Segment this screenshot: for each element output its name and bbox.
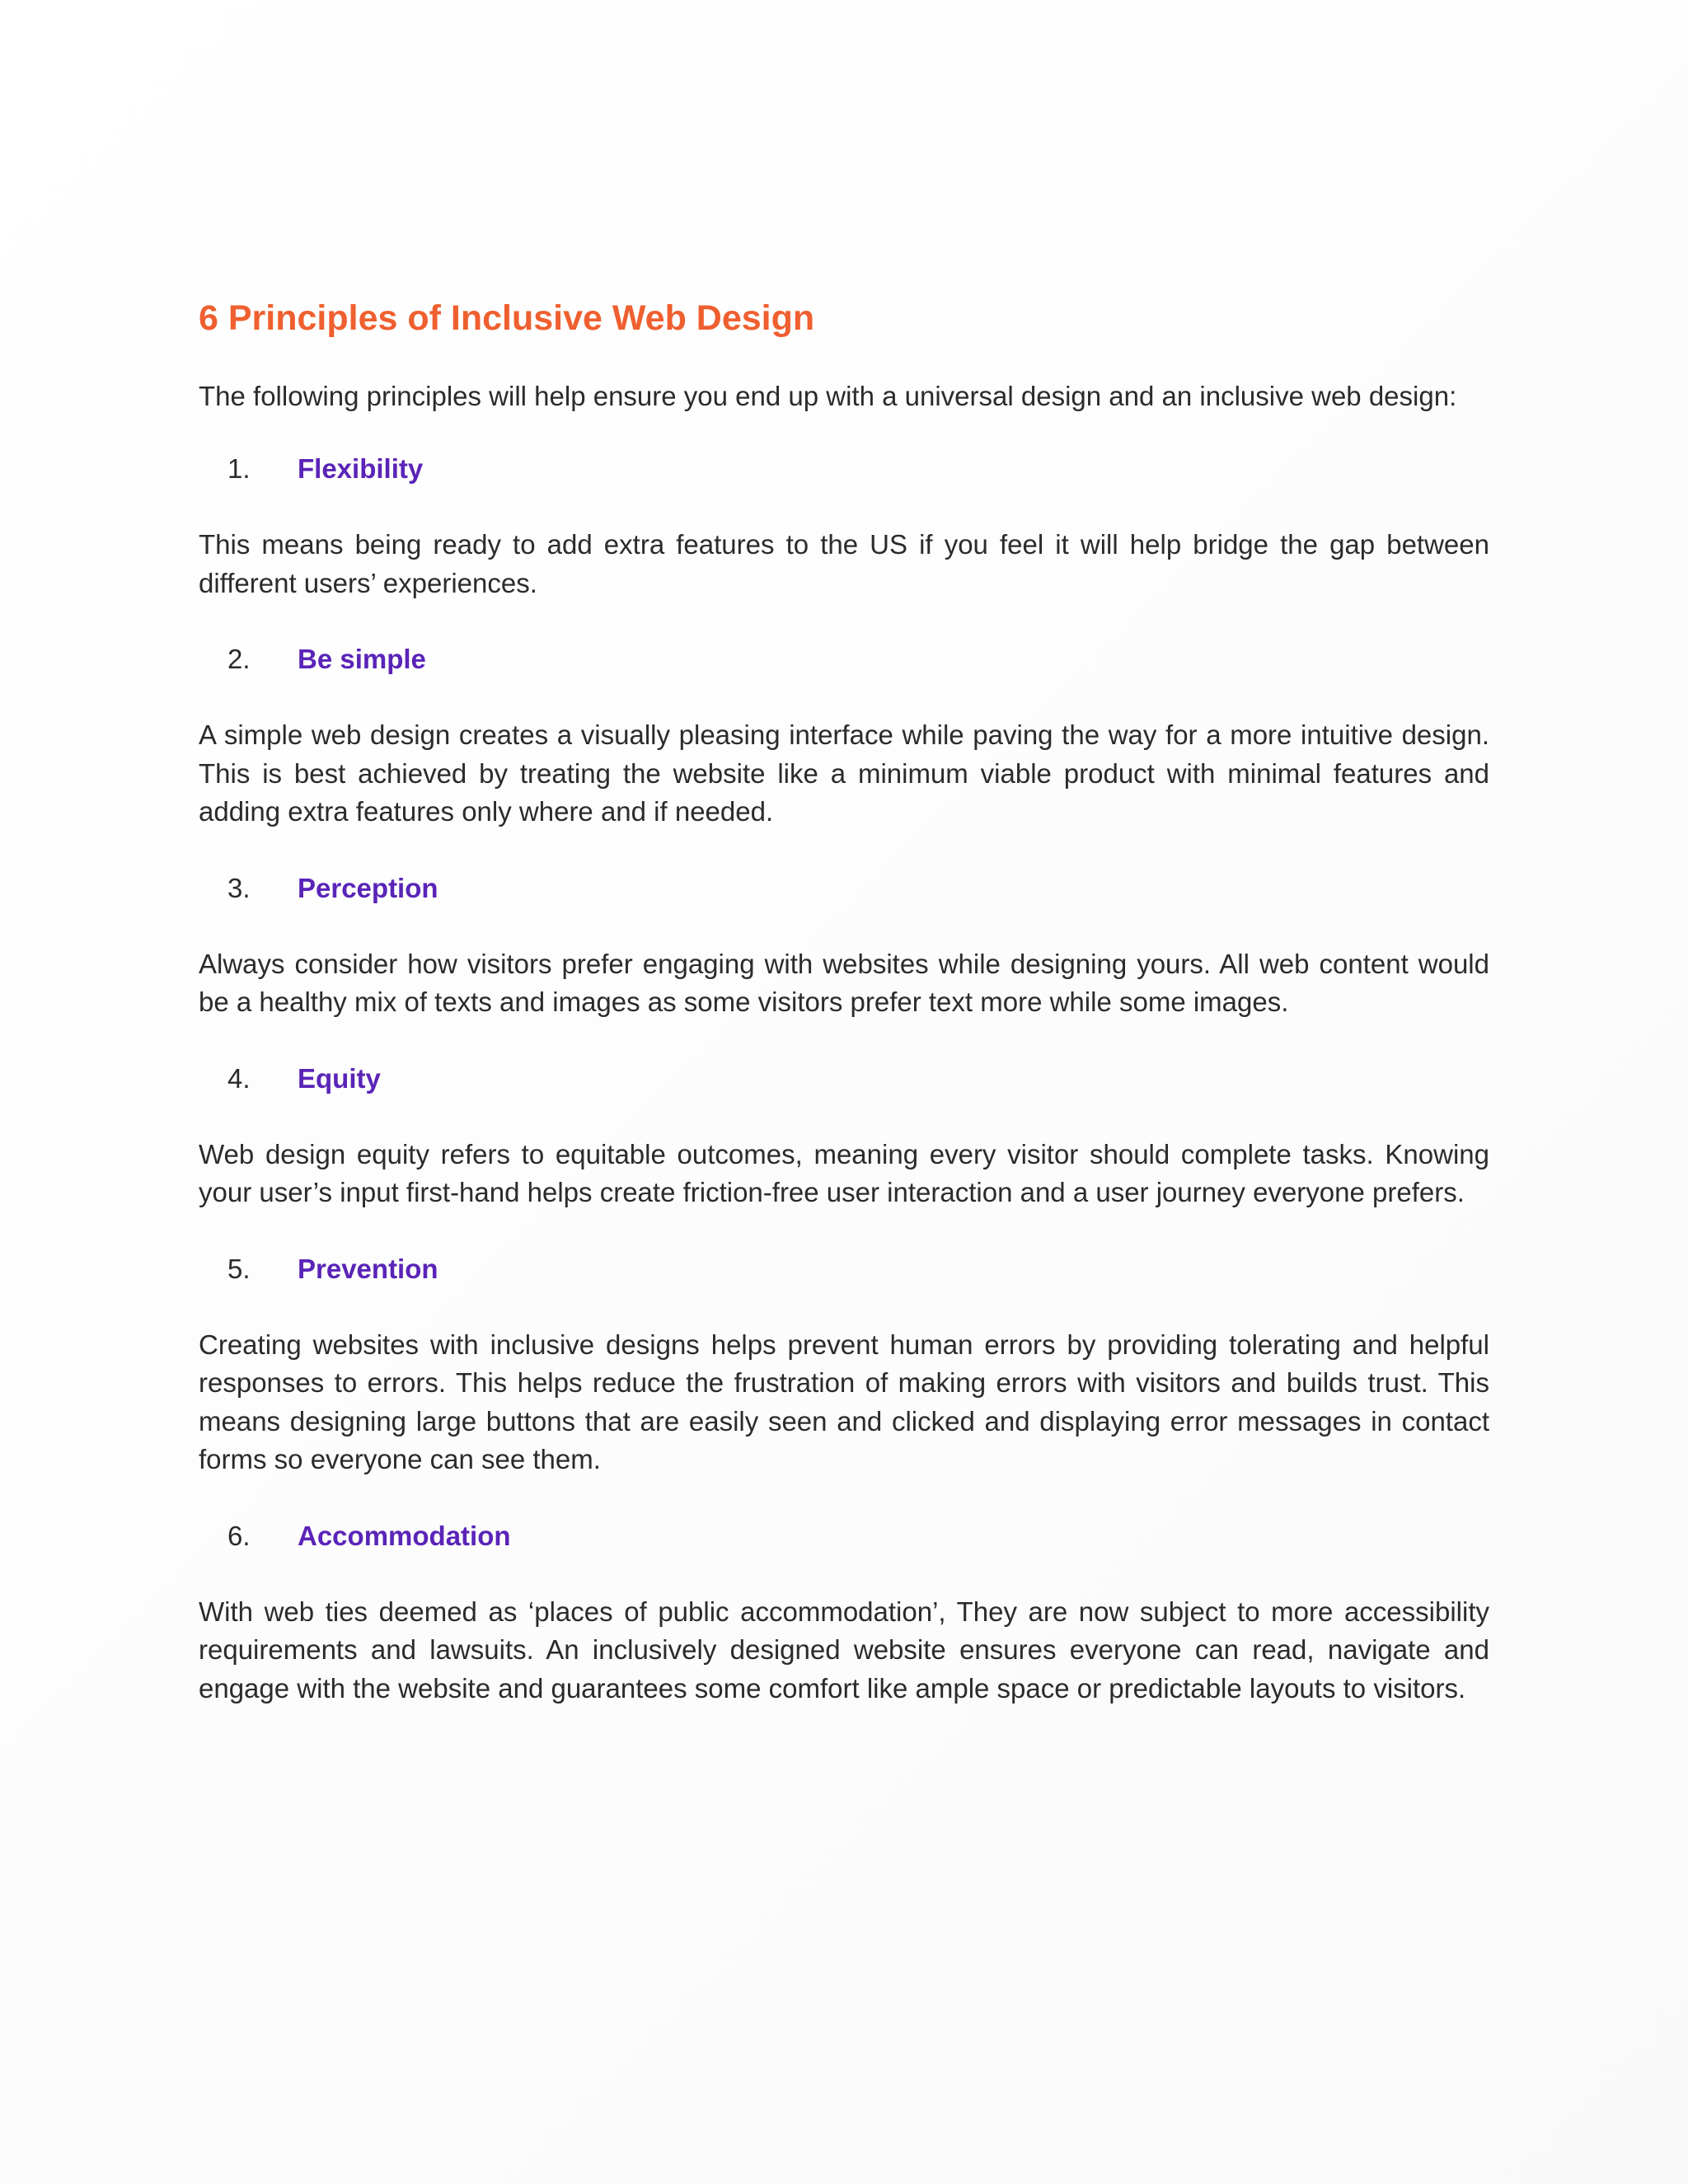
page-title: 6 Principles of Inclusive Web Design xyxy=(199,298,815,338)
principle-body: This means being ready to add extra features to the US if you feel it will help bridge the gap between different users’ experiences. xyxy=(199,529,1489,598)
principle-body: Always consider how visitors prefer engaging with websites while designing yours. All web content would be a healthy mix of texts and images as some visitors prefer text more while some images. xyxy=(199,948,1489,1017)
principle-label: Accommodation xyxy=(298,1520,511,1551)
principle-body: Creating websites with inclusive designs helps prevent human errors by providing tolerating and helpful responses to errors. This helps reduce the frustration of making errors with visitors and builds trust. This means designing large buttons that are easily seen and clicked and displaying error messages in contact forms so everyone can see them. xyxy=(199,1329,1489,1474)
principle-body: With web ties deemed as ‘places of public accommodation’, They are now subject to more accessibility requirements and lawsuits. An inclusively designed website ensures everyone can read, navigate and engage with the website and guarantees some comfort like ample space or predictable layouts to visitors. xyxy=(199,1596,1489,1704)
principle-heading-accommodation xyxy=(199,1517,1489,1555)
list-number: 2. xyxy=(227,644,251,674)
list-number: 3. xyxy=(227,872,251,903)
principle-label: Be simple xyxy=(298,644,426,674)
principle-heading-prevention xyxy=(199,1250,1489,1288)
principle-label: Equity xyxy=(298,1062,381,1094)
principle-label: Prevention xyxy=(298,1253,438,1284)
principle-body: A simple web design creates a visually pleasing interface while paving the way for a more intuitive design. This is best achieved by treating the website like a minimum viable product with minimal features and adding extra features only where and if needed. xyxy=(199,719,1489,827)
list-number: 6. xyxy=(227,1520,251,1551)
principle-heading-equity xyxy=(199,1060,1489,1098)
principle-label: Flexibility xyxy=(298,453,424,484)
principle-label: Perception xyxy=(298,872,438,903)
principle-heading-be-simple xyxy=(199,640,1489,678)
list-number: 4. xyxy=(227,1062,251,1094)
principle-heading-flexibility xyxy=(199,450,1489,488)
intro-paragraph: The following principles will help ensure you end up with a universal design and an inclusive web design: xyxy=(199,381,1457,411)
principle-heading-perception xyxy=(199,869,1489,907)
document-page xyxy=(199,295,1489,1746)
list-number: 1. xyxy=(227,453,251,484)
principle-body: Web design equity refers to equitable outcomes, meaning every visitor should complete tasks. Knowing your user’s input first-hand helps create friction-free user interaction and a user journey everyone prefers. xyxy=(199,1138,1489,1207)
list-number: 5. xyxy=(227,1253,251,1284)
